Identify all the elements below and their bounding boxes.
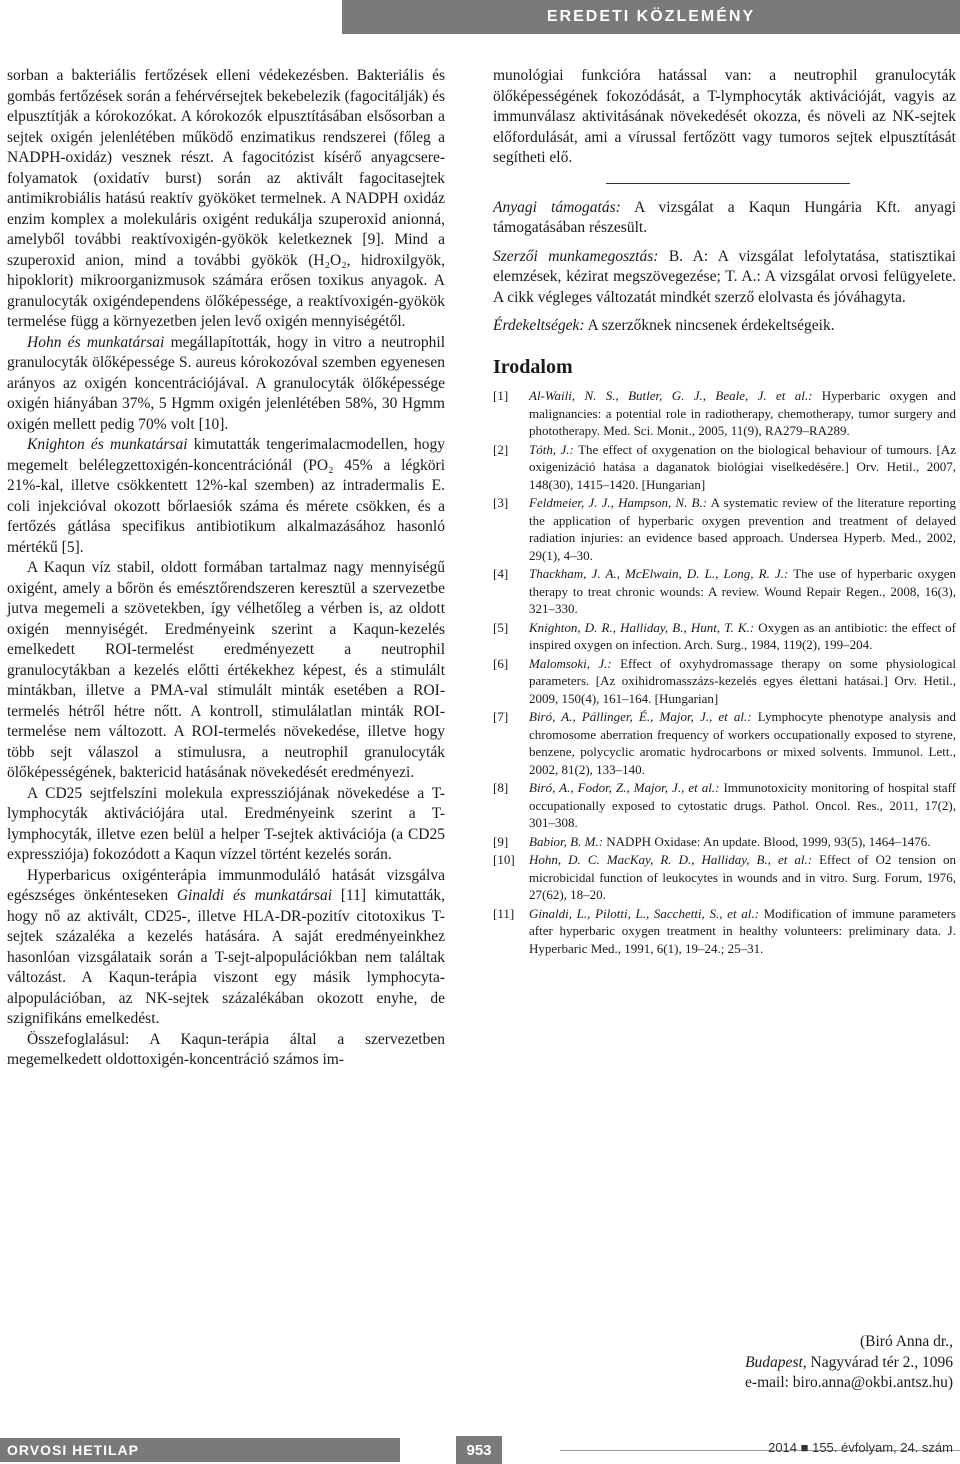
reference-authors: Biró, A., Fodor, Z., Major, J., et al.: [529, 780, 720, 795]
reference-item [493, 619, 956, 654]
reference-authors: Thackham, J. A., McElwain, D. L., Long, R. J.: [529, 566, 789, 581]
reference-details: Immunotoxicity monitoring of hospital staff occupationally exposed to cytostatic drugs. Pathol. Oncol. Res., 2011, 17(2), 301–308. [529, 780, 956, 830]
reference-details: Effect of O2 tension on microbicidal function of leukocytes in wounds and in vitro. Surg. Forum, 1976, 27(62), 18–20. [529, 852, 956, 902]
reference-number: [9] [493, 833, 509, 849]
reference-item [493, 655, 956, 708]
reference-number: [2] [493, 441, 509, 457]
reference-number: [10] [493, 852, 515, 867]
reference-authors: Hohn, D. C. MacKay, R. D., Halliday, B., et al.: [529, 852, 813, 867]
reference-number: [7] [493, 709, 509, 724]
paragraph: A Kaqun víz stabil, oldott formában tartalmaz nagy mennyiségű oxigént, amely a bőrön és emésztőrendszeren keresztül a szervezetbe jutva megemeli a szövetekben, így vélhetőleg a vérben is, az oldott oxigén mennyiségét. Eredményeink szerint a Kaqun-kezelés emelkedett ROI-termelést eredményezett a neutrophil granulocytákban a kezelés előtti értékekhez képest, és a stimulált mintákban, illetve a PMA-val stimulált minták esetében a ROI-termelés hétről hétre nőtt. A kontroll, stimulálatlan minták ROI-termelése nem változott. A ROI-termelés növekedése, illetve hogy több sejt válaszol a stimulusra, a neutrophil granulocyták ölőképességének, baktericid hatásának növekedését eredményezi. [7, 559, 445, 781]
reference-details: A systematic review of the literature reporting the application of hyperbaric oxygen prevention and treatment of delayed radiation injuries: an evidence based approach. Undersea Hyperb. Med., 2002, 29(1), 4–30. [529, 495, 956, 563]
right-column [493, 66, 956, 958]
paragraph: munológiai funkcióra hatással van: a neutrophil granulocyták ölőképességének fokozódását, a T-lymphocyták aktivációját, vagyis az immunválasz aktivitásának növekedését okozza, és növeli az NK-sejtek előfordulását, ami a vírussal fertőzött vagy tumoros sejtek elpusztítását segítheti elő. [493, 67, 956, 166]
conflict-of-interest [493, 316, 956, 337]
correspondence-address [745, 1332, 953, 1394]
reference-authors: Malomsoki, J.: [529, 655, 612, 671]
reference-text [529, 441, 956, 494]
reference-text [529, 494, 956, 564]
correspondence-email: e-mail: biro.anna@okbi.antsz.hu) [745, 1374, 953, 1391]
reference-item [493, 387, 956, 440]
journal-name: ORVOSI HETILAP [0, 1438, 400, 1462]
references-title: Irodalom [493, 355, 573, 378]
funding-note [493, 198, 956, 239]
reference-text [529, 619, 956, 654]
reference-authors: Feldmeier, J. J., Hampson, N. B.: [529, 495, 708, 510]
reference-item [493, 851, 956, 904]
interest-label: Érdekeltségek: [493, 317, 585, 334]
divider [606, 183, 850, 184]
authors-label: Szerzői munkamegosztás: [493, 247, 659, 265]
reference-details: Lymphocyte phenotype analysis and chromosome aberration frequency of workers occupationally exposed to styrene, benzene, polycyclic aromatic hydrocarbons or mixed solvents. Immunol. Lett., 2002, 81(2), 133–140. [529, 709, 956, 777]
authors-contribution [493, 247, 956, 309]
paragraph-text: [11] kimutatták, hogy nő az aktivált, CD25-, illetve HLA-DR-pozitív citotoxikus T-sejtek százaléka a kezelés hatására. A saját eredményeinkhez hasonlóan vizsgálataik során a T-sejt-alpopulációkban nem találtak változást. A Kaqun-terápia viszont egy másik lymphocyta-alpopulációban, az NK-sejtek százalékában okozott enyhe, de szignifikáns emelkedést. [7, 887, 446, 1027]
reference-text [529, 833, 956, 851]
page-footer [0, 1436, 960, 1464]
section-header-label: EREDETI KÖZLEMÉNY [546, 8, 756, 25]
reference-authors: Tóth, J.: [529, 441, 574, 457]
reference-authors: Biró, A., Pállinger, É., Major, J., et al.: [529, 709, 752, 724]
reference-authors: Al-Waili, N. S., Butler, G. J., Beale, J. et al.: [529, 388, 813, 403]
authors-text: B. A: A vizsgálat lefolytatása, statisztikai elemzések, kézirat megszövegezése; T. A.: A vizsgálat orvosi felügyelete. A cikk végleges változatát mindkét szerző elolvasta és jóváhagyta. [493, 247, 956, 306]
page-number: 953 [456, 1436, 502, 1464]
issue-info: 2014 ■ 155. évfolyam, 24. szám [768, 1440, 953, 1455]
paragraph: sorban a bakteriális fertőzések elleni védekezésben. Bakteriális és gombás fertőzések során a fehérvérsejtek bekebelezik (fagocitálják) és elpusztítják a kórokozókat. A kórokozók elpusztításában elsősorban a sejtek oxigén jelenlétében működő enzimatikus rendszerei (főleg a NADPH-oxidáz) vesznek részt. A fagocitózist kísérő anyagcsere-folyamatok (oxidatív burst) során az aktivált fagocitasejtek antimikrobiális hatású reaktív gyököket termelnek. A NADPH oxidáz enzim komplex a molekuláris oxigént redukálja szuperoxid anionná, amelyből további reaktívoxigén-gyökök keletkeznek [9]. Mind a szuperoxid anion, mind a további gyökök (H₂O₂, hidroxilgyök, hipoklorit) mikroorganizmusok számára erősen toxikus anyagok. A granulocyták oxigéndependens ölőképessége, a reaktívoxigén-gyökök termelése függ a környezetben jelen levő oxigén mennyiségétől. [7, 67, 445, 330]
paragraph [7, 435, 445, 558]
paragraph-text: megállapították, hogy in vitro a neutrophil granulocyták ölőképessége S. aureus kórokozóval szemben egyenesen arányos az oxigén koncentrációjával. A granulocyták ölőképessége oxigén hiányában 37%, 5 Hgmm oxigén jelenlétében 58%, 30 Hgmm oxigén mellett pedig 70% volt [10]. [7, 333, 445, 433]
paragraph-text: kimutatták tengerimalacmodellen, hogy megemelt belélegzettoxigén-koncentrációnál (PO₂ 45% a légköri 21%-kal, illetve csökkentett 12%-kal szemben) az intradermalis E. coli injekcióval okozott bőrlaesiók száma és mérete csökken, és a fertőzés gátlása specifikus antibiotikum alkalmazásához hasonló mértékű [5]. [7, 436, 445, 556]
reference-number: [4] [493, 566, 509, 581]
reference-text [529, 851, 956, 904]
cited-authors: Hohn és munkatársai [27, 333, 165, 351]
paragraph: A CD25 sejtfelszíni molekula expressziójának növekedése a T-lymphocyták aktivációjára utal. Eredményeink szerint a T-lymphocyták, illetve ezen belül a helper T-sejtek aktivációja (a CD25 expressziója) fokozódott a Kaqun vízzel történt kezelés során. [7, 784, 445, 863]
reference-text [529, 708, 956, 778]
reference-text [529, 655, 956, 708]
left-column [7, 66, 445, 1071]
correspondence-city: Budapest, [745, 1353, 807, 1371]
reference-number: [6] [493, 655, 509, 671]
reference-text [529, 387, 956, 440]
paragraph-text: Hyperbaricus oxigénterápia immunmoduláló hatását vizsgálva egészséges önkénteseken [7, 866, 445, 904]
reference-details: NADPH Oxidase: An update. Blood, 1999, 93(5), 1464–1476. [603, 833, 931, 849]
paragraph [7, 333, 445, 436]
reference-number: [1] [493, 388, 509, 403]
reference-authors: Knighton, D. R., Halliday, B., Hunt, T. K.: [529, 619, 755, 635]
funding-text: A vizsgálat a Kaqun Hungária Kft. anyagi támogatásában részesült. [493, 198, 956, 236]
reference-text [529, 565, 956, 618]
reference-number: [5] [493, 619, 509, 635]
reference-item [493, 565, 956, 618]
reference-details: The effect of oxygenation on the biological behaviour of tumours. [Az oxigenizáció hatása a daganatok biológiai viselkedésére.] Orv. Hetil., 2007, 148(30), 1415–1420. [Hungarian] [529, 441, 956, 492]
interest-text: A szerzőknek nincsenek érdekeltségeik. [584, 317, 835, 334]
reference-item [493, 833, 956, 851]
reference-number: [8] [493, 780, 509, 795]
reference-item [493, 708, 956, 778]
reference-text [529, 779, 956, 832]
reference-item [493, 441, 956, 494]
reference-item [493, 494, 956, 564]
paragraph [7, 866, 445, 1030]
reference-authors: Ginaldi, L., Pilotti, L., Sacchetti, S., et al.: [529, 905, 759, 921]
cited-authors: Knighton és munkatársai [27, 436, 188, 453]
reference-details: Effect of oxyhydromassage therapy on some physiological parameters. [Az oxihidromasszázs-kezelés egyes élettani hatásai.] Orv. Hetil., 2009, 150(4), 161–164. [Hungarian] [529, 655, 957, 706]
reference-details: Modification of immune parameters after hyperbaric oxygen treatment in healthy volunteers: preliminary data. J. Hyperbaric Med., 1991, 6(1), 19–24.; 25–31. [529, 905, 956, 956]
reference-details: The use of hyperbaric oxygen therapy to treat chronic wounds: A review. Wound Repair Regen., 2008, 16(3), 321–330. [529, 566, 957, 616]
reference-number: [3] [493, 495, 509, 510]
section-header [342, 0, 960, 34]
paragraph: Összefoglalásul: A Kaqun-terápia által a szervezetben megemelkedett oldottoxigén-koncentráció számos im- [7, 1030, 445, 1068]
reference-text [529, 905, 956, 958]
correspondence-address-line [745, 1353, 953, 1374]
cited-authors: Ginaldi és munkatársai [176, 887, 333, 904]
correspondence-name: (Biró Anna dr., [860, 1333, 953, 1350]
reference-authors: Babior, B. M.: [529, 833, 604, 849]
correspondence-street: Nagyvárad tér 2., 1096 [806, 1353, 953, 1371]
reference-details: Hyperbaric oxygen and malignancies: a potential role in radiotherapy, chemotherapy, tumor surgery and phototherapy. Med. Sci. Monit., 2005, 11(9), RA279–RA289. [529, 388, 956, 438]
reference-item [493, 779, 956, 832]
funding-label: Anyagi támogatás: [493, 198, 621, 216]
reference-list [493, 387, 956, 957]
reference-details: Oxygen as an antibiotic: the effect of inspired oxygen on infection. Arch. Surg., 1984, 119(2), 199–204. [529, 619, 956, 652]
reference-number: [11] [493, 905, 515, 921]
reference-item [493, 905, 956, 958]
